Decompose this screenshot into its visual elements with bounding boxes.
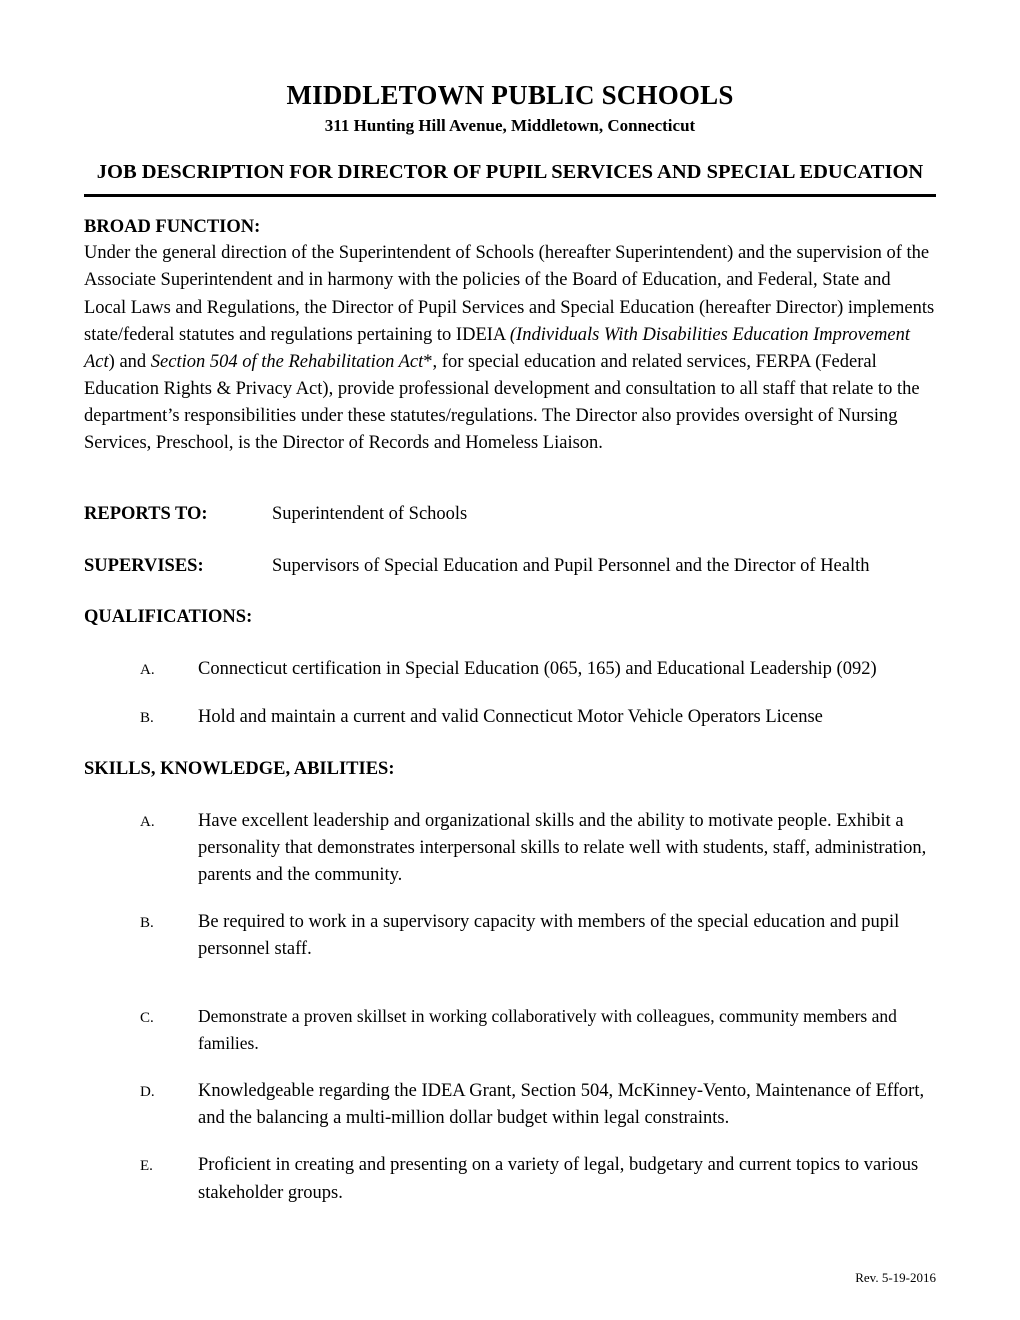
- list-item: [84, 808, 936, 890]
- qualifications-list: [84, 656, 936, 730]
- list-item-text: [198, 704, 936, 731]
- list-item: [84, 909, 936, 963]
- spacer-after-reports-to: [84, 528, 936, 554]
- document-title: JOB DESCRIPTION FOR DIRECTOR OF PUPIL SERVICES AND SPECIAL EDUCATION: [96, 161, 924, 184]
- list-item-body: Be required to work in a supervisory capacity with members of the special education and pupil personnel staff.: [198, 912, 900, 960]
- supervises-value: Supervisors of Special Education and Pupil Personnel and the Director of Health: [272, 555, 870, 576]
- spacer-after-qualifications-list: [84, 731, 936, 757]
- spacer-after-broad-function: [84, 458, 936, 502]
- list-item-marker: A.: [140, 813, 155, 830]
- spacer-after-qualifications-heading: [84, 630, 936, 656]
- list-item-body: Proficient in creating and presenting on a variety of legal, budgetary and current topics to various stakeholder groups.: [198, 1155, 919, 1203]
- broad-function-heading: BROAD FUNCTION:: [84, 217, 261, 238]
- broad-function-section: [84, 215, 936, 457]
- spacer-after-skills-heading: [84, 782, 936, 808]
- list-item-marker: E.: [140, 1158, 153, 1175]
- list-item-text: [198, 656, 936, 683]
- broad-function-body: [84, 240, 936, 458]
- reports-to-row: [84, 502, 936, 528]
- broad-function-part3: *, for special education and related services, FERPA (Federal Education Rights & Privacy Act), provide professional development and consultation to all staff that relate to the department’s responsibilities under these statutes/regulations. The Director also provides oversight of Nursing Services, Preschool, is the Director of Records and Homeless Liaison.: [84, 351, 920, 454]
- list-item-text: [198, 808, 936, 890]
- list-item-text: [198, 1004, 936, 1058]
- list-item: [84, 1152, 936, 1206]
- broad-function-part2: ) and: [108, 351, 151, 372]
- list-item: [84, 704, 936, 731]
- list-item-marker: B.: [140, 915, 154, 932]
- organization-address: 311 Hunting Hill Avenue, Middletown, Connecticut: [324, 116, 696, 136]
- broad-function-part1: Under the general direction of the Superintendent of Schools (hereafter Superintendent) and the supervision of the Associate Superintendent and in harmony with the policies of the Board of Education, and Federal, State and Local Laws and Regulations, the Director of Pupil Services and Special Education (hereafter Director) implements state/federal statutes and regulations pertaining to IDEIA: [84, 243, 935, 345]
- list-item-text: [198, 1078, 936, 1132]
- list-item-body: Hold and maintain a current and valid Connecticut Motor Vehicle Operators License: [198, 706, 823, 727]
- reports-to-label: REPORTS TO:: [84, 503, 208, 524]
- skills-list: [84, 808, 936, 1207]
- header-divider: [84, 194, 936, 197]
- supervises-label: SUPERVISES:: [84, 555, 204, 576]
- list-item: [84, 1078, 936, 1132]
- list-item-marker: D.: [140, 1084, 155, 1101]
- list-item-marker: B.: [140, 709, 154, 726]
- list-item-body: Connecticut certification in Special Education (065, 165) and Educational Leadership (092): [198, 659, 877, 680]
- list-item-marker: A.: [140, 662, 155, 679]
- list-item-text: [198, 1152, 936, 1206]
- list-item-body: Knowledgeable regarding the IDEA Grant, Section 504, McKinney-Vento, Maintenance of Effort, and the balancing a multi-million dollar budget within legal constraints.: [198, 1081, 925, 1129]
- skills-heading: SKILLS, KNOWLEDGE, ABILITIES:: [84, 758, 395, 779]
- spacer-after-supervises: [84, 579, 936, 605]
- list-item-marker: C.: [140, 1009, 154, 1026]
- reports-to-value: Superintendent of Schools: [272, 503, 468, 524]
- qualifications-heading: QUALIFICATIONS:: [84, 607, 253, 628]
- organization-title: MIDDLETOWN PUBLIC SCHOOLS: [286, 80, 734, 110]
- list-item-body: Demonstrate a proven skillset in working collaboratively with colleagues, community members and families.: [198, 1005, 897, 1053]
- supervises-row: [84, 554, 936, 580]
- list-item: [84, 1004, 936, 1058]
- broad-function-italic1: (Individuals With Disabilities Education Improvement Act: [84, 324, 910, 372]
- revision-footer: Rev. 5-19-2016: [855, 1270, 936, 1285]
- list-item: [84, 656, 936, 683]
- list-item-body: Have excellent leadership and organizational skills and the ability to motivate people. Exhibit a personality that demonstrates interpersonal skills to relate well with students, staff, administration, parents and the community.: [198, 810, 927, 886]
- list-item-text: [198, 909, 936, 963]
- broad-function-italic2: Section 504 of the Rehabilitation Act: [150, 351, 424, 372]
